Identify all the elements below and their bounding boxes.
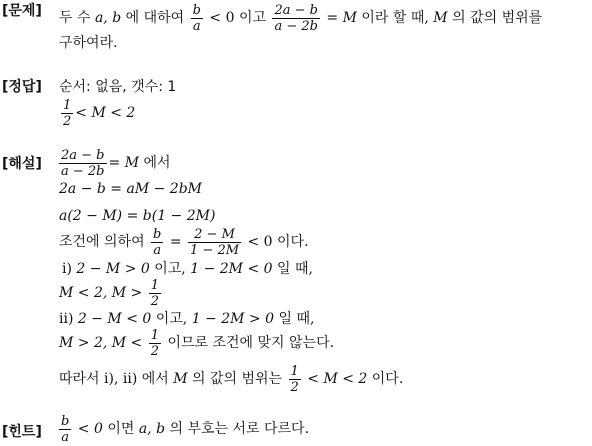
explanation-line-1 [57, 145, 171, 181]
problem-math: M [433, 10, 448, 26]
problem-text: 이라 할 때, [356, 10, 434, 26]
fraction [151, 227, 163, 258]
fraction [149, 328, 161, 359]
explanation-math: = M [108, 155, 140, 171]
explanation-math: M < 2, M > [59, 285, 147, 301]
fraction-numerator: 1 [150, 277, 160, 293]
fraction [149, 278, 161, 309]
explanation-text: 따라서 ⅰ), ⅱ) 에서 [59, 371, 174, 387]
answer-label: [정답] [2, 79, 42, 95]
explanation-math: < M < 2 [302, 371, 368, 387]
fraction-numerator: 1 [150, 327, 160, 343]
problem-text: 이고 [234, 10, 271, 26]
case-1-result [59, 276, 163, 310]
answer-math: < M < 2 [75, 105, 136, 121]
explanation-text: 이다. [272, 234, 309, 250]
explanation-text: 이다. [367, 371, 404, 387]
explanation-math: M [173, 371, 188, 387]
fraction-denominator: 2 [290, 379, 299, 395]
fraction-numerator: 1 [290, 363, 299, 379]
problem-line-2: 구하여라. [59, 35, 118, 51]
case-marker: ⅰ) [62, 261, 77, 277]
explanation-math: 2 − M < 0 [77, 311, 152, 327]
problem-math: a, b [94, 10, 122, 26]
hint-line [57, 412, 309, 446]
explanation-conclusion [59, 362, 403, 396]
answer-line-2 [59, 96, 135, 130]
case-2-result [59, 326, 334, 360]
explanation-text: 조건에 의하여 [59, 234, 150, 250]
fraction-denominator: 2 [150, 343, 160, 359]
explanation-math: 1 − 2M > 0 [191, 311, 275, 327]
fraction-numerator: 2 − M [188, 227, 241, 243]
explanation-text: 일 때, [274, 311, 315, 327]
hint-label: [힌트] [2, 424, 42, 440]
fraction-denominator: 1 − 2M [190, 242, 240, 258]
fraction-numerator: 2a − b [274, 2, 318, 18]
fraction [289, 364, 301, 395]
explanation-math: 2 − M > 0 [76, 261, 150, 277]
fraction [188, 227, 241, 258]
explanation-line-3: a(2 − M) = b(1 − 2M) [59, 208, 216, 224]
fraction [59, 414, 71, 445]
problem-line-1 [59, 0, 542, 36]
explanation-text: 일 때, [272, 261, 313, 277]
problem-text: 의 값의 범위를 [447, 10, 543, 26]
problem-math: = M [321, 10, 357, 26]
explanation-text: 이므로 조건에 맞지 않는다. [163, 335, 335, 351]
fraction-denominator: a − 2b [274, 18, 318, 34]
fraction-numerator: 2a − b [61, 147, 105, 163]
fraction-numerator: b [153, 226, 162, 242]
hint-math: < 0 [73, 421, 103, 437]
fraction-denominator: 2 [63, 113, 72, 129]
fraction-denominator: a [192, 18, 201, 34]
hint-text: 의 부호는 서로 다르다. [165, 421, 310, 437]
problem-label: [문제] [2, 3, 42, 19]
fraction-denominator: a − 2b [61, 163, 105, 179]
problem-text: 에 대하여 [121, 10, 189, 26]
hint-math: a, b [138, 421, 166, 437]
explanation-math: 1 − 2M < 0 [190, 261, 273, 277]
explanation-math: = [165, 234, 187, 250]
fraction [191, 3, 203, 34]
answer-line-1: 순서: 없음, 갯수: 1 [59, 79, 177, 95]
problem-text: 두 수 [59, 10, 95, 26]
explanation-text: 에서 [139, 155, 171, 171]
explanation-label: [해설] [2, 156, 42, 172]
explanation-line-2: 2a − b = aM − 2bM [59, 181, 202, 197]
explanation-text: 의 값의 범위는 [187, 371, 287, 387]
fraction [61, 98, 73, 129]
fraction-numerator: b [192, 2, 201, 18]
explanation-text: 이고, [149, 261, 191, 277]
explanation-math: < 0 [243, 234, 273, 250]
fraction [59, 148, 107, 179]
fraction [272, 3, 320, 34]
explanation-text: 이고, [151, 311, 192, 327]
case-marker: ⅱ) [59, 311, 78, 327]
fraction-numerator: b [61, 413, 70, 429]
problem-math: < 0 [204, 10, 235, 26]
fraction-denominator: a [61, 429, 70, 445]
fraction-numerator: 1 [63, 97, 72, 113]
hint-text: 이면 [102, 421, 139, 437]
explanation-math: M > 2, M < [59, 335, 147, 351]
fraction-denominator: 2 [150, 293, 160, 309]
fraction-denominator: a [153, 242, 162, 258]
explanation-line-4 [59, 224, 309, 260]
